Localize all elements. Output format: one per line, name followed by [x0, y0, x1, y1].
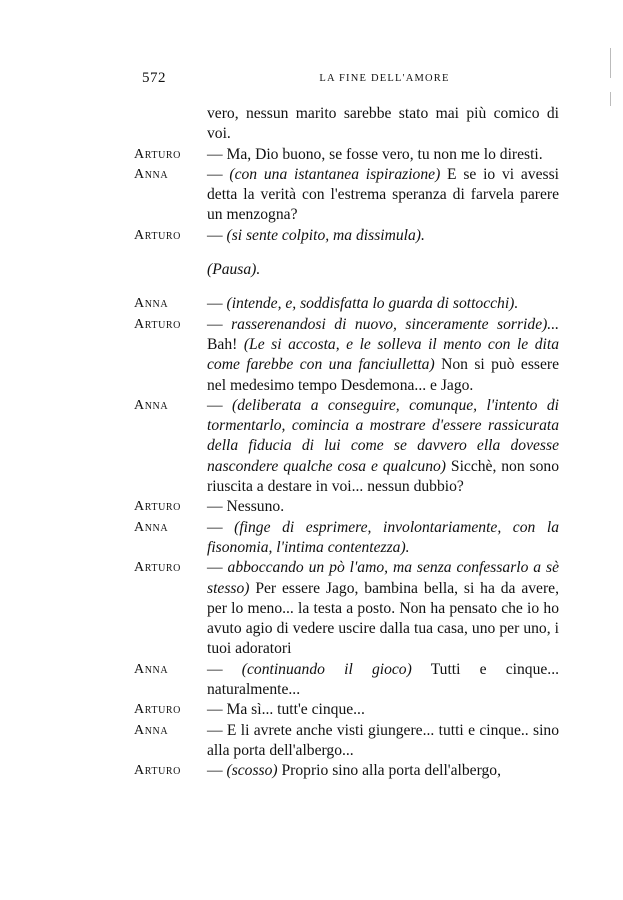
- dialogue-line: [134, 104, 559, 145]
- speaker-name: Anna: [134, 519, 169, 535]
- stage-direction: abboccando un pò l'amo, ma senza confessarlo a sè stesso): [207, 559, 559, 597]
- spoken-text: — E li avrete anche visti giungere... tutti e cinque.. sino alla porta dell'albergo...: [207, 721, 559, 759]
- stage-direction: (continuando il gioco): [241, 660, 412, 678]
- line-text: [207, 294, 559, 314]
- dialogue-line: [134, 518, 559, 559]
- stage-direction: (si sente colpito, ma dissimula).: [226, 226, 425, 244]
- spoken-text: — Nessuno.: [207, 498, 285, 516]
- spoken-text: —: [207, 518, 235, 536]
- dialogue-line: [134, 226, 559, 246]
- line-text: [207, 558, 559, 659]
- speaker-name: Arturo: [134, 316, 182, 332]
- stage-direction: rasserenandosi di nuovo, sinceramente sorride)...: [231, 315, 559, 333]
- line-text: [207, 165, 559, 226]
- speaker-name: Arturo: [134, 227, 182, 243]
- line-text: [207, 518, 559, 559]
- spoken-text: vero, nessun marito sarebbe stato mai più comico di voi.: [207, 105, 559, 143]
- line-text: [207, 497, 559, 517]
- dialogue-line: [134, 315, 559, 396]
- stage-direction: (con una istantanea ispirazione): [229, 165, 441, 183]
- stage-direction: (finge di esprimere, involontariamente, con la fisonomia, l'intima contentezza).: [207, 518, 559, 556]
- running-title: LA FINE DELL'AMORE: [319, 73, 450, 84]
- dialogue-line: [134, 145, 559, 165]
- line-text: [207, 396, 559, 497]
- spoken-text: —: [207, 226, 227, 244]
- speaker-name: Arturo: [134, 763, 182, 779]
- speaker-name: Anna: [134, 397, 169, 413]
- line-text: [207, 226, 559, 246]
- line-text: [207, 700, 559, 720]
- line-text: [207, 761, 559, 781]
- spoken-text: Sicchè, non sono riuscita a destare in voi... nessun dubbio?: [207, 457, 560, 496]
- margin-scan-mark: [610, 92, 611, 106]
- margin-scan-mark: [610, 48, 611, 78]
- page-header: [142, 70, 557, 90]
- spoken-text: —: [207, 295, 227, 313]
- spoken-text: —: [207, 660, 242, 678]
- spoken-text: Per essere Jago, bambina bella, si ha da avere, per lo meno... la testa a posto. Non ha pensato che io ho avuto agio di vedere uscire dalla tua casa, uno per uno, i tuoi adoratori: [207, 579, 559, 658]
- dialogue-line: [134, 497, 559, 517]
- speaker-name: Arturo: [134, 146, 182, 162]
- stage-direction: (deliberata a conseguire, comunque, l'intento di tormentarlo, comincia a mostrare d'essere rassicurata della fiducia di lui come se davvero ella dovesse nascondere qualche cosa e qualcuno): [207, 396, 559, 475]
- stage-direction: (Le si accosta, e le solleva il mento con le dita come farebbe con una fanciulletta): [207, 335, 559, 374]
- speaker-name: Anna: [134, 166, 169, 182]
- spoken-text: —: [207, 396, 233, 414]
- spoken-text: E se io vi avessi detta la verità con l'estrema speranza di farvela parere un menzogna?: [207, 165, 559, 224]
- speaker-name: Arturo: [134, 560, 182, 576]
- spoken-text: —: [207, 559, 228, 577]
- spoken-text: Non si può essere nel medesimo tempo Desdemona... e Jago.: [207, 356, 559, 394]
- dialogue-line: [134, 294, 559, 314]
- line-text: [207, 660, 559, 701]
- stage-direction: (scosso): [226, 762, 278, 780]
- spoken-text: Bah!: [207, 335, 244, 353]
- stage-direction: (intende, e, soddisfatta lo guarda di sottocchi).: [226, 295, 519, 313]
- dialogue-line: [134, 558, 559, 659]
- spoken-text: Tutti e cinque... naturalmente...: [207, 660, 559, 699]
- spoken-text: —: [207, 762, 227, 780]
- spoken-text: —: [207, 165, 230, 183]
- stanza-gap: [134, 246, 559, 260]
- spoken-text: — Ma, Dio buono, se fosse vero, tu non me lo diresti.: [207, 145, 543, 163]
- speaker-name: Anna: [134, 661, 169, 677]
- speaker-name: Arturo: [134, 702, 182, 718]
- stage-direction: (Pausa).: [207, 261, 261, 279]
- spoken-text: —: [207, 315, 232, 333]
- speaker-name: Arturo: [134, 499, 182, 515]
- dialogue-line: [134, 700, 559, 720]
- spoken-text: — Ma sì... tutt'e cinque...: [207, 701, 365, 719]
- spoken-text: Proprio sino alla porta dell'albergo,: [277, 762, 501, 780]
- line-text: [207, 721, 559, 762]
- dialogue-line: [134, 660, 559, 701]
- dialogue-line: [134, 396, 559, 497]
- dialogue-line: [134, 721, 559, 762]
- dialogue-text: [134, 104, 559, 782]
- line-text: [207, 104, 559, 145]
- line-text: [207, 315, 559, 396]
- stanza-gap: [134, 280, 559, 294]
- page-number: 572: [142, 70, 166, 86]
- line-text: [207, 260, 559, 280]
- speaker-name: Anna: [134, 722, 169, 738]
- dialogue-line: [134, 761, 559, 781]
- speaker-name: Anna: [134, 296, 169, 312]
- dialogue-line: [134, 165, 559, 226]
- dialogue-line: [134, 260, 559, 280]
- line-text: [207, 145, 559, 165]
